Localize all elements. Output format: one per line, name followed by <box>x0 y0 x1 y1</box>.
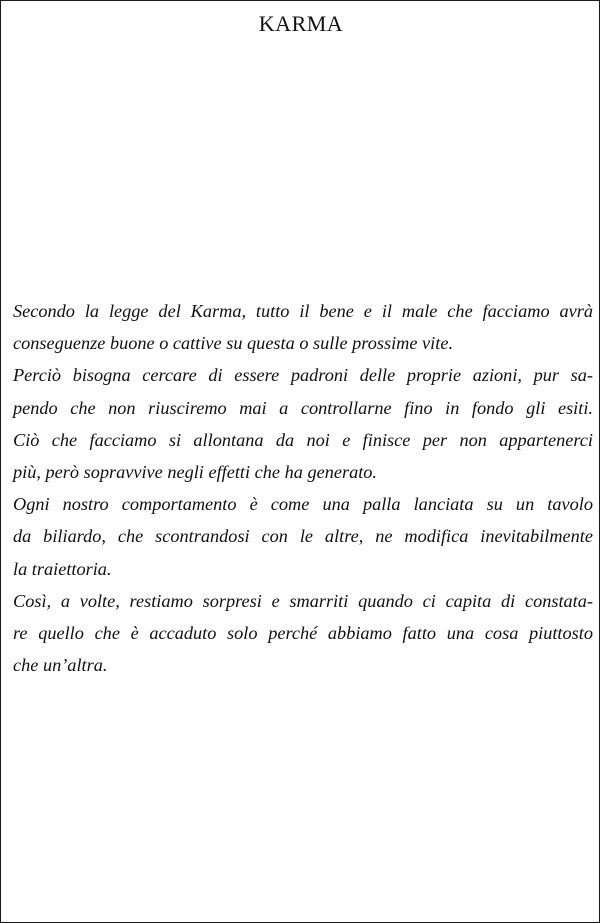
text-line: Ogni nostro comportamento è come una palla lanciata su un tavolo <box>13 494 593 515</box>
text-line: re quello che è accaduto solo perché abbiamo fatto una cosa piuttosto <box>13 623 593 644</box>
text-line: conseguenze buone o cattive su questa o sulle prossime vite. <box>13 333 454 354</box>
body-text <box>13 295 593 681</box>
text-line: da biliardo, che scontrandosi con le altre, ne modifica inevitabilmente <box>13 526 593 547</box>
text-line: la traiettoria. <box>13 558 112 579</box>
text-line: che un’altra. <box>13 655 108 676</box>
text-line: pendo che non riusciremo mai a controllarne fino in fondo gli esiti. <box>13 397 593 418</box>
text-line: Secondo la legge del Karma, tutto il bene e il male che facciamo avrà <box>13 301 593 321</box>
text-line: Ciò che facciamo si allontana da noi e finisce per non appartenerci <box>13 429 593 450</box>
page-title: KARMA <box>258 11 344 36</box>
text-line: Perciò bisogna cercare di essere padroni delle proprie azioni, pur sa- <box>13 365 593 386</box>
text-line: più, però sopravvive negli effetti che ha generato. <box>13 462 378 483</box>
text-line: Così, a volte, restiamo sorpresi e smarriti quando ci capita di constata- <box>13 590 593 611</box>
